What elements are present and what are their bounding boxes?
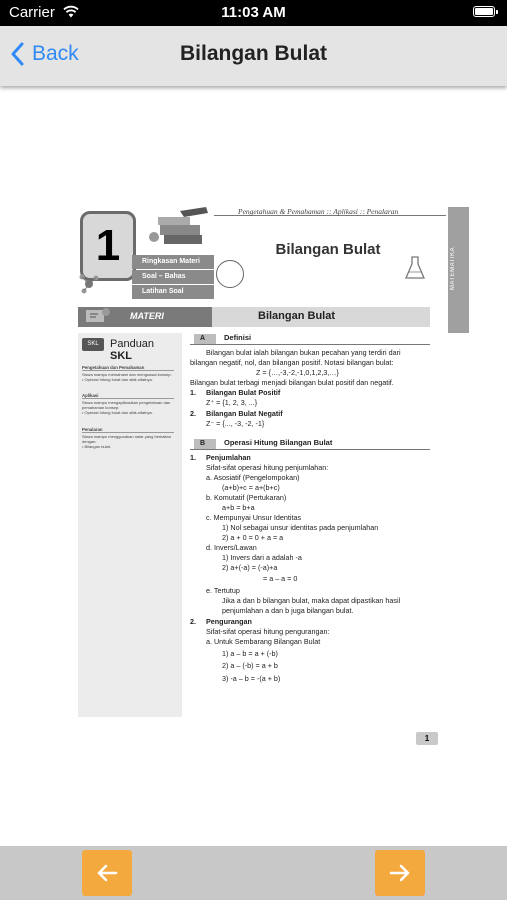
- positive-int-title: Bilangan Bulat Positif: [206, 388, 281, 397]
- skl-sidebar: [78, 333, 182, 717]
- skl-block: Penalaran Siswa mampu menggunakan nalar yang berkaitan dengan: • Bilangan bulat.: [82, 427, 174, 449]
- skl-title: Panduan: [110, 338, 155, 350]
- operation-line: Jika a dan b bilangan bulat, maka dapat dipastikan hasil: [222, 596, 401, 605]
- operation-line: b. Komutatif (Pertukaran): [206, 493, 287, 502]
- operation-line: Sifat-sifat operasi hitung penjumlahan:: [206, 463, 329, 472]
- status-bar: [0, 0, 507, 26]
- back-label: Back: [32, 42, 79, 65]
- arrow-right-icon: [389, 863, 411, 883]
- operation-line: e. Tertutup: [206, 586, 240, 595]
- clock: 11:03 AM: [221, 4, 286, 21]
- operation-line: 1) Invers dari a adalah -a: [222, 553, 302, 562]
- chapter-header: [78, 207, 214, 295]
- operation-line: 2) a – (-b) = a + b: [222, 661, 278, 670]
- skl-title-bold: SKL: [110, 350, 132, 362]
- operation-line: Penjumlahan: [206, 453, 251, 462]
- menu-item-soal-bahas: Soal – Bahas: [132, 270, 214, 284]
- page-number: 1: [416, 732, 438, 745]
- skl-block: Aplikasi Siswa mampu mengaplikasikan pengetahuan dan pemahaman konsep: • Operasi hitung bulat dan sifat-sifatnya.: [82, 393, 174, 415]
- operation-line: 1) Nol sebagai unsur identitas pada penjumlahan: [222, 523, 379, 532]
- books-illustration-icon: [140, 207, 210, 251]
- section-b-header: B Operasi Hitung Bilangan Bulat: [190, 438, 430, 450]
- side-tab: MATEMATIKA: [448, 207, 469, 333]
- operation-line: a+b = b+a: [222, 503, 255, 512]
- operation-line: = a – a = 0: [263, 574, 298, 583]
- operation-line: 2) a + 0 = 0 + a = a: [222, 533, 284, 542]
- bottom-toolbar: [0, 846, 507, 900]
- globe-icon: [216, 260, 244, 288]
- flask-icon: [404, 255, 426, 281]
- battery-icon: [473, 6, 495, 17]
- definition-line: Bilangan bulat ialah bilangan bukan pecahan yang terdiri dari: [206, 348, 401, 357]
- positive-int-set: Z⁺ = {1, 2, 3, ...}: [206, 398, 258, 407]
- previous-page-button[interactable]: [82, 850, 132, 896]
- operation-line: c. Mempunyai Unsur Identitas: [206, 513, 302, 522]
- menu-item-latihan: Latihan Soal: [132, 285, 214, 299]
- molecule-icon: [78, 273, 100, 295]
- navigation-bar: [0, 26, 507, 86]
- operation-line: d. Invers/Lawan: [206, 543, 257, 552]
- menu-item-ringkasan: Ringkasan Materi: [132, 255, 214, 269]
- operation-line: (a+b)+c = a+(b+c): [222, 483, 280, 492]
- materi-icon: [84, 304, 112, 326]
- operation-line: Pengurangan: [206, 617, 252, 626]
- arrow-left-icon: [96, 863, 118, 883]
- skl-header: [82, 337, 178, 362]
- materi-bar: [78, 307, 430, 327]
- materi-label: MATERI: [130, 311, 164, 321]
- operation-line: 2.: [190, 617, 196, 626]
- chapter-title: Bilangan Bulat: [275, 241, 381, 258]
- operation-line: 1.: [190, 453, 196, 462]
- operation-line: 3) -a – b = -(a + b): [222, 674, 281, 683]
- document-page[interactable]: 1 Ringkasan Materi Soal – Bahas Latihan Soal Pengetahuan & Pemahaman :: Aplikasi :: Penalaran Bilangan Bulat MATEMATIKA MATERI Bilangan Bulat SKL Panduan SKL Pengetahuan dan Pemahaman Siswa mampu memahami dan menguasai konsep: • Operasi hitung bulat dan sifat-sifatnya. Aplikasi Siswa mampu mengaplikasikan pengetahuan dan pemahaman konsep: • Operasi hitung bulat dan sifat-sifatnya. Penalaran Siswa mampu menggunakan nalar yang berkaitan dengan: • Bilangan bulat. A Definisi Bilangan bulat ialah bilangan bukan pecahan yang terdiri dari bilangan negatif, nol, dan bilangan positif. Notasi bilangan bulat: Z = {…,-3,-2,-1,0,1,2,3,…} Bilangan bulat terbagi menjadi bilangan bulat positif dan negatif. 1. Bilangan Bulat Positif Z⁺ = {1, 2, 3, ...} 2. Bilangan Bulat Negatif Z⁻ = {..., -3, -2, -1} B Operasi Hitung Bilangan Bulat 1. Penjumlahan Sifat-sifat operasi hitung penjumlahan: a. Asosiatif (Pengelompokan) (a+b)+c = a+(b+c) b. Komutatif (Pertukaran) a+b = b+a c. Mempunyai Unsur Identitas 1) Nol sebagai unsur identitas pada penjumlahan 2) a + 0 = 0 + a = a d. Invers/Lawan 1) Invers dari a adalah -a 2) a+(-a) = (-a)+a = a – a = 0 e. Tertutup Jika a dan b bilangan bulat, maka dapat dipastikan hasil penjumlahan a dan b juga bilangan bulat. 2. Pengurangan Sifat-sifat operasi hitung pengurangan: a. Untuk Sembarang Bilangan Bulat 1) a – b = a + (-b) 2) a – (-b) = a + b 3) -a – b = -(a + b) 1: [78, 205, 471, 725]
- set-notation: Z = {…,-3,-2,-1,0,1,2,3,…}: [256, 368, 339, 377]
- skl-block: Pengetahuan dan Pemahaman Siswa mampu memahami dan menguasai konsep: • Operasi hitung bulat dan sifat-sifatnya.: [82, 365, 174, 382]
- operation-line: a. Untuk Sembarang Bilangan Bulat: [206, 637, 321, 646]
- skl-icon: SKL: [82, 338, 104, 351]
- operation-line: penjumlahan a dan b juga bilangan bulat.: [222, 606, 354, 615]
- operation-line: Sifat-sifat operasi hitung pengurangan:: [206, 627, 330, 636]
- operation-line: 2) a+(-a) = (-a)+a: [222, 563, 278, 572]
- definition-line: bilangan negatif, nol, dan bilangan positif. Notasi bilangan bulat:: [190, 358, 394, 367]
- operation-line: a. Asosiatif (Pengelompokan): [206, 473, 300, 482]
- competency-subtitle: Pengetahuan & Pemahaman :: Aplikasi :: Penalaran: [238, 207, 399, 216]
- negative-int-set: Z⁻ = {..., -3, -2, -1}: [206, 419, 265, 428]
- definition-line: Bilangan bulat terbagi menjadi bilangan bulat positif dan negatif.: [190, 378, 394, 387]
- materi-title: Bilangan Bulat: [258, 310, 336, 322]
- operation-line: 1) a – b = a + (-b): [222, 649, 278, 658]
- negative-int-title: Bilangan Bulat Negatif: [206, 409, 283, 418]
- next-page-button[interactable]: [375, 850, 425, 896]
- chapter-menu: [132, 255, 214, 300]
- carrier-label: Carrier: [9, 4, 55, 21]
- page-title: Bilangan Bulat: [179, 42, 327, 65]
- section-a-header: A Definisi: [190, 333, 430, 345]
- chapter-number: 1: [80, 211, 136, 281]
